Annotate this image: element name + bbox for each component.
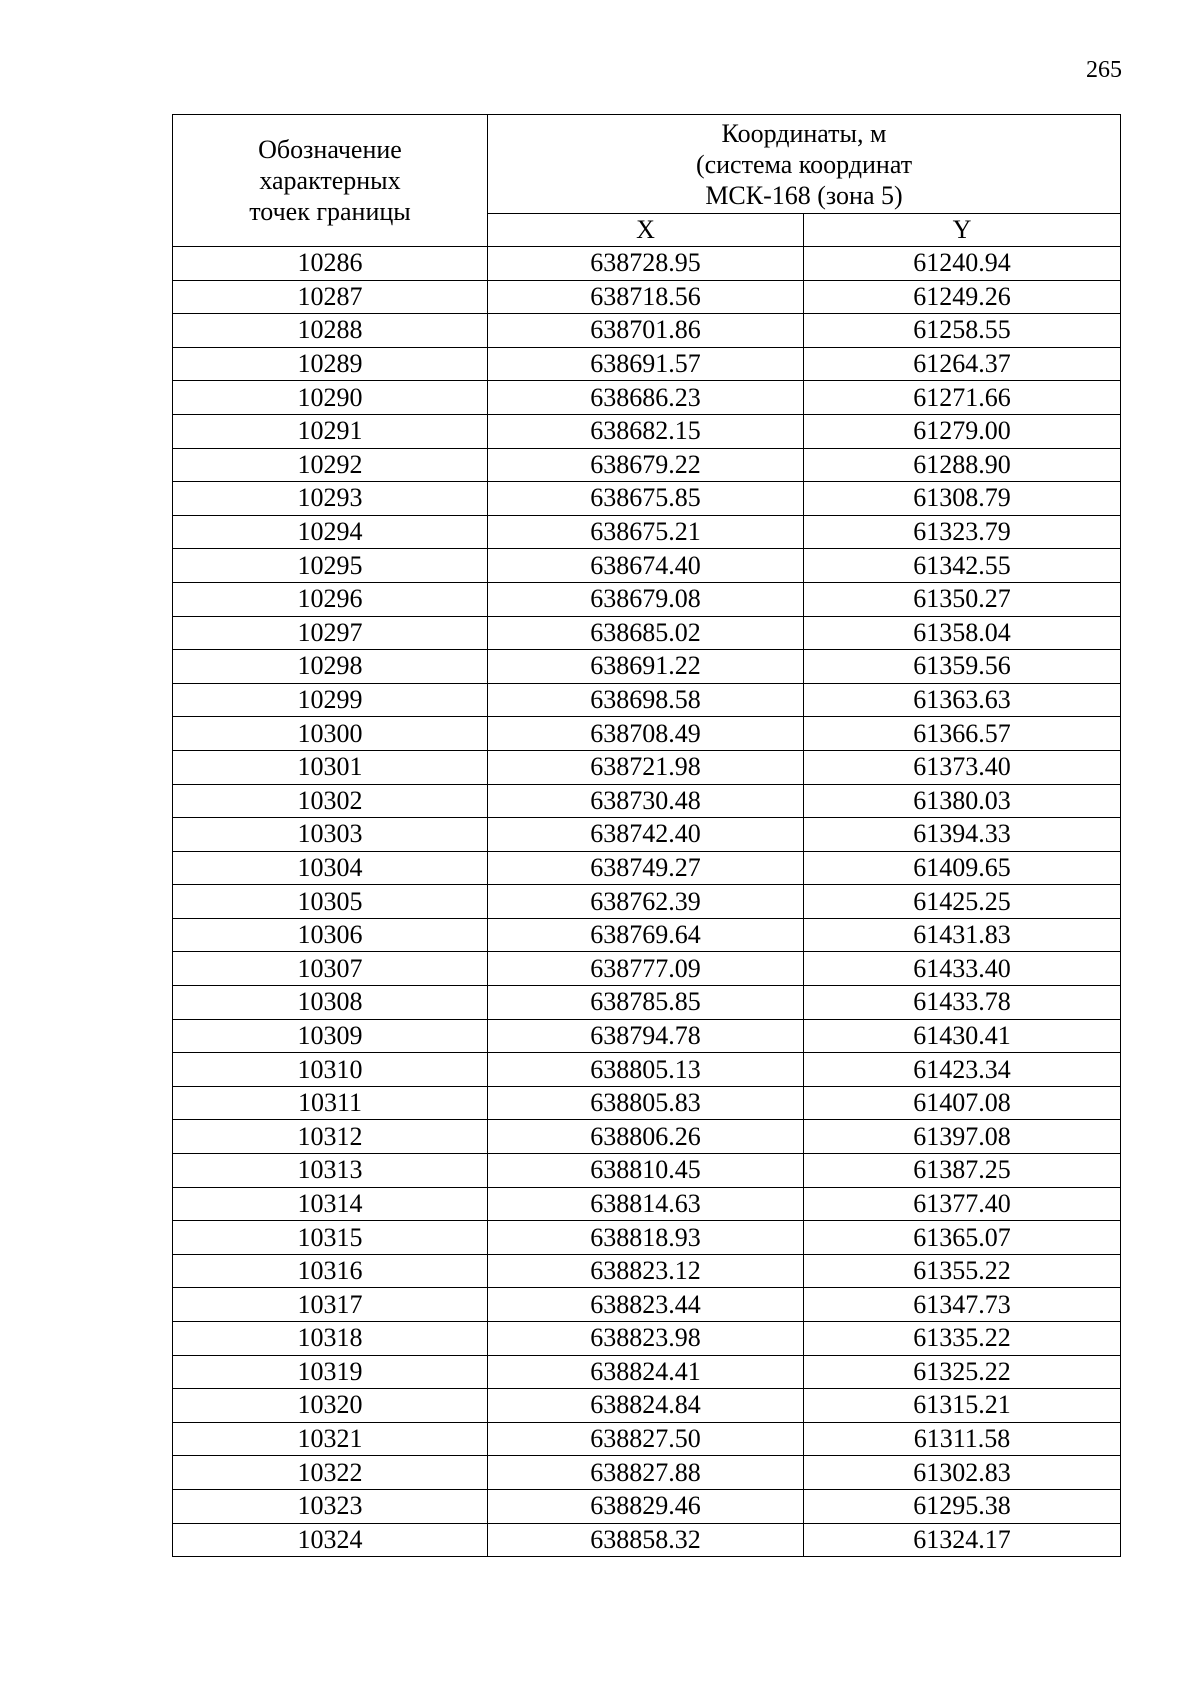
header-designation — [173, 115, 488, 247]
cell-point-id: 10320 — [173, 1389, 488, 1423]
cell-y: 61264.37 — [804, 347, 1121, 381]
cell-x: 638805.83 — [488, 1086, 804, 1120]
cell-y: 61271.66 — [804, 381, 1121, 415]
cell-point-id: 10321 — [173, 1422, 488, 1456]
header-y: Y — [804, 214, 1121, 247]
cell-x: 638679.22 — [488, 448, 804, 482]
cell-x: 638785.85 — [488, 986, 804, 1020]
table-row — [173, 1154, 1121, 1188]
cell-x: 638708.49 — [488, 717, 804, 751]
cell-point-id: 10286 — [173, 247, 488, 281]
cell-y: 61315.21 — [804, 1389, 1121, 1423]
table-row — [173, 1221, 1121, 1255]
table-row — [173, 1288, 1121, 1322]
cell-x: 638769.64 — [488, 918, 804, 952]
cell-point-id: 10292 — [173, 448, 488, 482]
cell-y: 61394.33 — [804, 818, 1121, 852]
cell-x: 638810.45 — [488, 1154, 804, 1188]
cell-point-id: 10318 — [173, 1322, 488, 1356]
table-row — [173, 1422, 1121, 1456]
table-row — [173, 414, 1121, 448]
cell-x: 638721.98 — [488, 750, 804, 784]
table-row — [173, 1456, 1121, 1490]
cell-x: 638679.08 — [488, 582, 804, 616]
table-row — [173, 851, 1121, 885]
table-row — [173, 784, 1121, 818]
header-designation-line: Обозначение — [258, 135, 402, 164]
cell-y: 61258.55 — [804, 314, 1121, 348]
header-designation-line: точек границы — [249, 197, 411, 226]
table-row — [173, 280, 1121, 314]
cell-point-id: 10311 — [173, 1086, 488, 1120]
table-body — [173, 247, 1121, 1557]
header-coordinates-line: (система координат — [695, 149, 913, 179]
cell-point-id: 10304 — [173, 851, 488, 885]
cell-x: 638806.26 — [488, 1120, 804, 1154]
cell-y: 61377.40 — [804, 1187, 1121, 1221]
cell-x: 638675.85 — [488, 482, 804, 516]
cell-y: 61323.79 — [804, 515, 1121, 549]
cell-y: 61430.41 — [804, 1019, 1121, 1053]
cell-point-id: 10302 — [173, 784, 488, 818]
cell-point-id: 10315 — [173, 1221, 488, 1255]
cell-y: 61373.40 — [804, 750, 1121, 784]
cell-y: 61342.55 — [804, 549, 1121, 583]
cell-point-id: 10307 — [173, 952, 488, 986]
table-row — [173, 1322, 1121, 1356]
cell-point-id: 10314 — [173, 1187, 488, 1221]
cell-y: 61295.38 — [804, 1489, 1121, 1523]
cell-point-id: 10322 — [173, 1456, 488, 1490]
cell-x: 638686.23 — [488, 381, 804, 415]
table-row — [173, 1019, 1121, 1053]
cell-point-id: 10293 — [173, 482, 488, 516]
cell-y: 61409.65 — [804, 851, 1121, 885]
table-row — [173, 885, 1121, 919]
cell-y: 61366.57 — [804, 717, 1121, 751]
cell-x: 638698.58 — [488, 683, 804, 717]
table-row — [173, 818, 1121, 852]
cell-x: 638805.13 — [488, 1053, 804, 1087]
table-header — [173, 115, 1121, 247]
table-row — [173, 683, 1121, 717]
cell-y: 61355.22 — [804, 1254, 1121, 1288]
cell-y: 61397.08 — [804, 1120, 1121, 1154]
table-row — [173, 1489, 1121, 1523]
table-row — [173, 616, 1121, 650]
cell-point-id: 10288 — [173, 314, 488, 348]
cell-y: 61380.03 — [804, 784, 1121, 818]
cell-x: 638858.32 — [488, 1523, 804, 1557]
cell-x: 638794.78 — [488, 1019, 804, 1053]
cell-x: 638829.46 — [488, 1489, 804, 1523]
table-row — [173, 381, 1121, 415]
cell-point-id: 10316 — [173, 1254, 488, 1288]
cell-x: 638827.50 — [488, 1422, 804, 1456]
cell-y: 61363.63 — [804, 683, 1121, 717]
cell-point-id: 10312 — [173, 1120, 488, 1154]
cell-x: 638827.88 — [488, 1456, 804, 1490]
cell-x: 638762.39 — [488, 885, 804, 919]
cell-point-id: 10287 — [173, 280, 488, 314]
cell-point-id: 10323 — [173, 1489, 488, 1523]
cell-point-id: 10306 — [173, 918, 488, 952]
cell-x: 638682.15 — [488, 414, 804, 448]
cell-y: 61433.40 — [804, 952, 1121, 986]
cell-y: 61279.00 — [804, 414, 1121, 448]
header-designation-line: характерных — [259, 166, 401, 195]
cell-x: 638777.09 — [488, 952, 804, 986]
cell-y: 61425.25 — [804, 885, 1121, 919]
cell-y: 61347.73 — [804, 1288, 1121, 1322]
cell-y: 61407.08 — [804, 1086, 1121, 1120]
cell-point-id: 10299 — [173, 683, 488, 717]
cell-y: 61249.26 — [804, 280, 1121, 314]
table-row — [173, 247, 1121, 281]
table-row — [173, 1086, 1121, 1120]
table-row — [173, 750, 1121, 784]
cell-y: 61325.22 — [804, 1355, 1121, 1389]
cell-point-id: 10319 — [173, 1355, 488, 1389]
table-row — [173, 1355, 1121, 1389]
cell-y: 61308.79 — [804, 482, 1121, 516]
table-row — [173, 952, 1121, 986]
cell-point-id: 10301 — [173, 750, 488, 784]
table-row — [173, 1254, 1121, 1288]
cell-x: 638685.02 — [488, 616, 804, 650]
cell-point-id: 10294 — [173, 515, 488, 549]
table-row — [173, 515, 1121, 549]
cell-y: 61240.94 — [804, 247, 1121, 281]
table-row — [173, 347, 1121, 381]
cell-x: 638824.41 — [488, 1355, 804, 1389]
cell-y: 61423.34 — [804, 1053, 1121, 1087]
table-row — [173, 549, 1121, 583]
cell-point-id: 10324 — [173, 1523, 488, 1557]
cell-x: 638701.86 — [488, 314, 804, 348]
cell-x: 638823.44 — [488, 1288, 804, 1322]
table-row — [173, 1389, 1121, 1423]
cell-point-id: 10309 — [173, 1019, 488, 1053]
cell-point-id: 10297 — [173, 616, 488, 650]
table-row — [173, 717, 1121, 751]
cell-x: 638691.57 — [488, 347, 804, 381]
header-coordinates-line: Координаты, м — [721, 118, 887, 148]
cell-y: 61431.83 — [804, 918, 1121, 952]
table-row — [173, 1120, 1121, 1154]
cell-point-id: 10290 — [173, 381, 488, 415]
cell-y: 61311.58 — [804, 1422, 1121, 1456]
cell-point-id: 10310 — [173, 1053, 488, 1087]
page-number: 265 — [1086, 57, 1122, 83]
header-x: X — [488, 214, 804, 247]
cell-point-id: 10298 — [173, 650, 488, 684]
cell-x: 638823.12 — [488, 1254, 804, 1288]
cell-x: 638814.63 — [488, 1187, 804, 1221]
header-coordinates — [488, 115, 1121, 214]
table-row — [173, 482, 1121, 516]
cell-x: 638818.93 — [488, 1221, 804, 1255]
table-row — [173, 918, 1121, 952]
table-row — [173, 1523, 1121, 1557]
cell-y: 61350.27 — [804, 582, 1121, 616]
table-row — [173, 1053, 1121, 1087]
cell-x: 638691.22 — [488, 650, 804, 684]
cell-x: 638824.84 — [488, 1389, 804, 1423]
cell-point-id: 10308 — [173, 986, 488, 1020]
cell-x: 638823.98 — [488, 1322, 804, 1356]
cell-y: 61365.07 — [804, 1221, 1121, 1255]
table-row — [173, 986, 1121, 1020]
cell-x: 638730.48 — [488, 784, 804, 818]
table-row — [173, 582, 1121, 616]
cell-y: 61324.17 — [804, 1523, 1121, 1557]
cell-point-id: 10296 — [173, 582, 488, 616]
table-row — [173, 650, 1121, 684]
cell-x: 638728.95 — [488, 247, 804, 281]
cell-point-id: 10295 — [173, 549, 488, 583]
cell-x: 638742.40 — [488, 818, 804, 852]
cell-x: 638749.27 — [488, 851, 804, 885]
cell-x: 638718.56 — [488, 280, 804, 314]
cell-x: 638675.21 — [488, 515, 804, 549]
table-row — [173, 314, 1121, 348]
cell-point-id: 10317 — [173, 1288, 488, 1322]
cell-y: 61288.90 — [804, 448, 1121, 482]
cell-y: 61358.04 — [804, 616, 1121, 650]
cell-point-id: 10305 — [173, 885, 488, 919]
header-coordinates-line: МСК-168 (зона 5) — [705, 180, 903, 210]
table-row — [173, 448, 1121, 482]
cell-x: 638674.40 — [488, 549, 804, 583]
cell-point-id: 10300 — [173, 717, 488, 751]
cell-point-id: 10303 — [173, 818, 488, 852]
cell-point-id: 10291 — [173, 414, 488, 448]
table-row — [173, 1187, 1121, 1221]
cell-y: 61335.22 — [804, 1322, 1121, 1356]
coordinates-table — [172, 114, 1121, 1557]
cell-y: 61433.78 — [804, 986, 1121, 1020]
cell-y: 61302.83 — [804, 1456, 1121, 1490]
cell-point-id: 10313 — [173, 1154, 488, 1188]
cell-point-id: 10289 — [173, 347, 488, 381]
cell-y: 61359.56 — [804, 650, 1121, 684]
cell-y: 61387.25 — [804, 1154, 1121, 1188]
